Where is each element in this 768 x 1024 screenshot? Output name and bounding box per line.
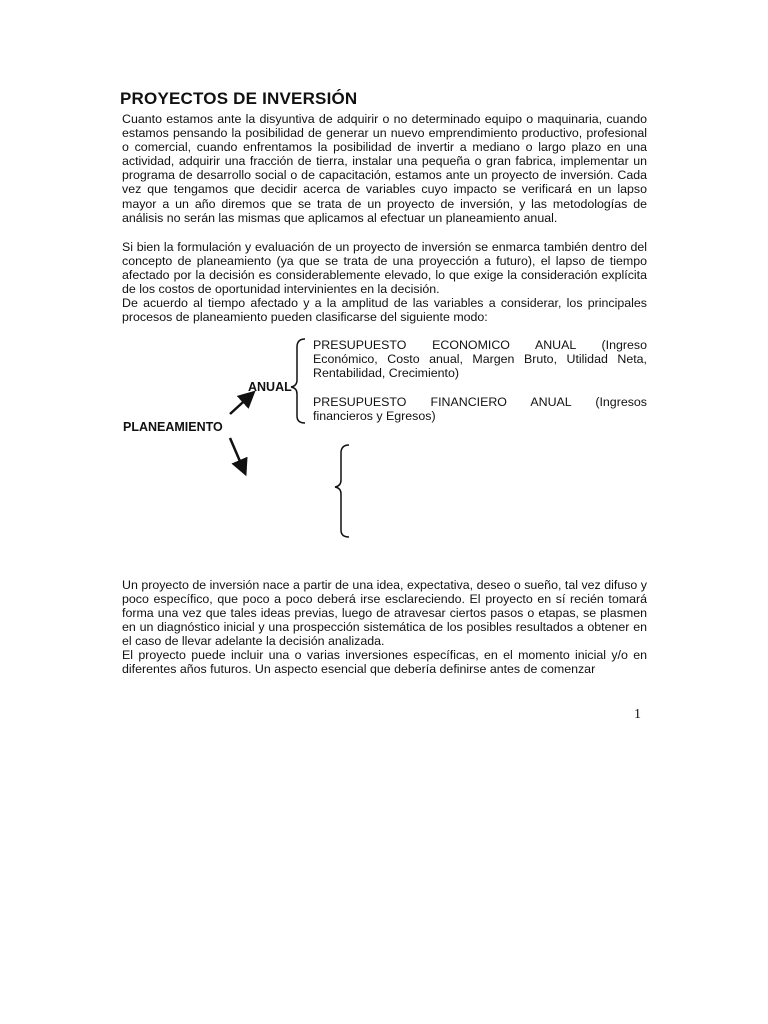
brace-pluirianual (335, 445, 349, 537)
page-title: PROYECTOS DE INVERSIÓN (120, 89, 358, 108)
anual-label: ANUAL (248, 380, 292, 394)
page-number: 1 (634, 707, 641, 722)
anual-item-2: PRESUPUESTO FINANCIERO ANUAL (Ingresos financieros y Egresos) (313, 395, 647, 424)
paragraph-1: Cuanto estamos ante la disyuntiva de adquirir o no determinado equipo o maquinaria, cuando estamos pensando la posibilidad de generar un nuevo emprendimiento productivo, profesional o comercial, cuando enfrentamos la posibilidad de invertir a mediano o largo plazo en una actividad, adquirir una fracción de tierra, instalar una pequeña o gran fabrica, implementar un programa de desarrollo social o de capacitación, estamos ante un proyecto de inversión. Cada vez que tengamos que decidir acerca de variables cuyo impacto se verificará en un lapso mayor a un año diremos que se trata de un proyecto de inversión, y las metodologías de análisis no serán las mismas que aplicamos al efectuar un planeamiento anual. (122, 112, 647, 225)
paragraph-2: Si bien la formulación y evaluación de un proyecto de inversión se enmarca también dentro del concepto de planeamiento (ya que se trata de una proyección a futuro), el lapso de tiempo afectado por la decisión es considerablemente elevado, lo que exige la consideración explícita de los costos de oportunidad intervinientes en la decisión. (122, 240, 647, 297)
diagram-root-label: PLANEAMIENTO (123, 420, 223, 434)
paragraph-5: El proyecto puede incluir una o varias inversiones específicas, en el momento inicial y/o en diferentes años futuros. Un aspecto esencial que debería definirse antes de comenzar (122, 648, 647, 677)
arrow-to-pluirianual (230, 438, 245, 473)
anual-item-1: PRESUPUESTO ECONOMICO ANUAL (Ingreso Económico, Costo anual, Margen Bruto, Utilidad Neta, Rentabilidad, Crecimiento) (313, 338, 647, 381)
arrow-to-anual (230, 393, 253, 414)
paragraph-4: Un proyecto de inversión nace a partir de una idea, expectativa, deseo o sueño, tal vez difuso y poco específico, que poco a poco deberá irse esclareciendo. El proyecto en sí recién tomará forma una vez que tales ideas previas, luego de atravesar ciertos pasos o etapas, se plasmen en un diagnóstico inicial y una prospección sistemática de los posibles resultados a obtener en el caso de llevar adelante la decisión analizada. (122, 578, 647, 649)
brace-anual (291, 339, 305, 423)
paragraph-3: De acuerdo al tiempo afectado y a la amplitud de las variables a considerar, los principales procesos de planeamiento pueden clasificarse del siguiente modo: (122, 296, 647, 325)
